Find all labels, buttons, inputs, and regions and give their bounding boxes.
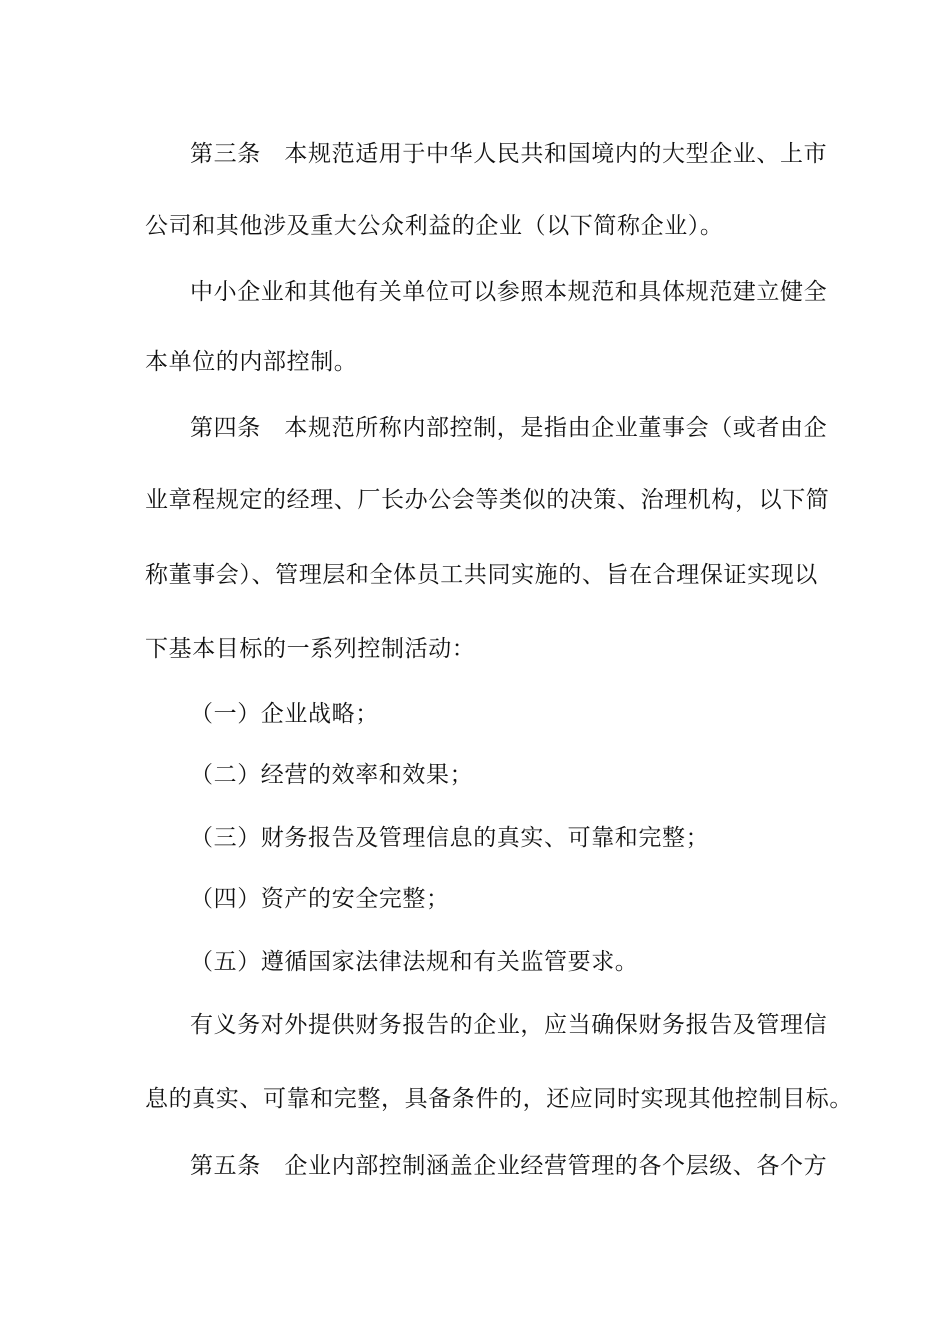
- reporting-paragraph-line-2: 息的真实、可靠和完整，具备条件的，还应同时实现其他控制目标。: [145, 1086, 853, 1112]
- article-5-line-1: 第五条 企业内部控制涵盖企业经营管理的各个层级、各个方: [190, 1153, 828, 1179]
- article-4-line-1: 第四条 本规范所称内部控制，是指由企业董事会（或者由企: [190, 415, 828, 441]
- article-4-line-4: 下基本目标的一系列控制活动：: [145, 636, 476, 662]
- article-4-line-3: 称董事会）、管理层和全体员工共同实施的、旨在合理保证实现以: [145, 562, 818, 588]
- article-3-line-2: 公司和其他涉及重大公众利益的企业（以下简称企业）。: [145, 213, 724, 239]
- sme-paragraph-line-1: 中小企业和其他有关单位可以参照本规范和具体规范建立健全: [190, 279, 828, 305]
- sme-paragraph-line-2: 本单位的内部控制。: [145, 349, 358, 375]
- list-item-4: （四）资产的安全完整；: [190, 886, 450, 912]
- reporting-paragraph-line-1: 有义务对外提供财务报告的企业，应当确保财务报告及管理信: [190, 1012, 828, 1038]
- list-item-2: （二）经营的效率和效果；: [190, 762, 474, 788]
- list-item-3: （三）财务报告及管理信息的真实、可靠和完整；: [190, 825, 710, 851]
- article-4-line-2: 业章程规定的经理、厂长办公会等类似的决策、治理机构，以下简: [145, 487, 830, 513]
- list-item-5: （五）遵循国家法律法规和有关监管要求。: [190, 949, 639, 975]
- list-item-1: （一）企业战略；: [190, 701, 379, 727]
- article-3-line-1: 第三条 本规范适用于中华人民共和国境内的大型企业、上市: [190, 141, 828, 167]
